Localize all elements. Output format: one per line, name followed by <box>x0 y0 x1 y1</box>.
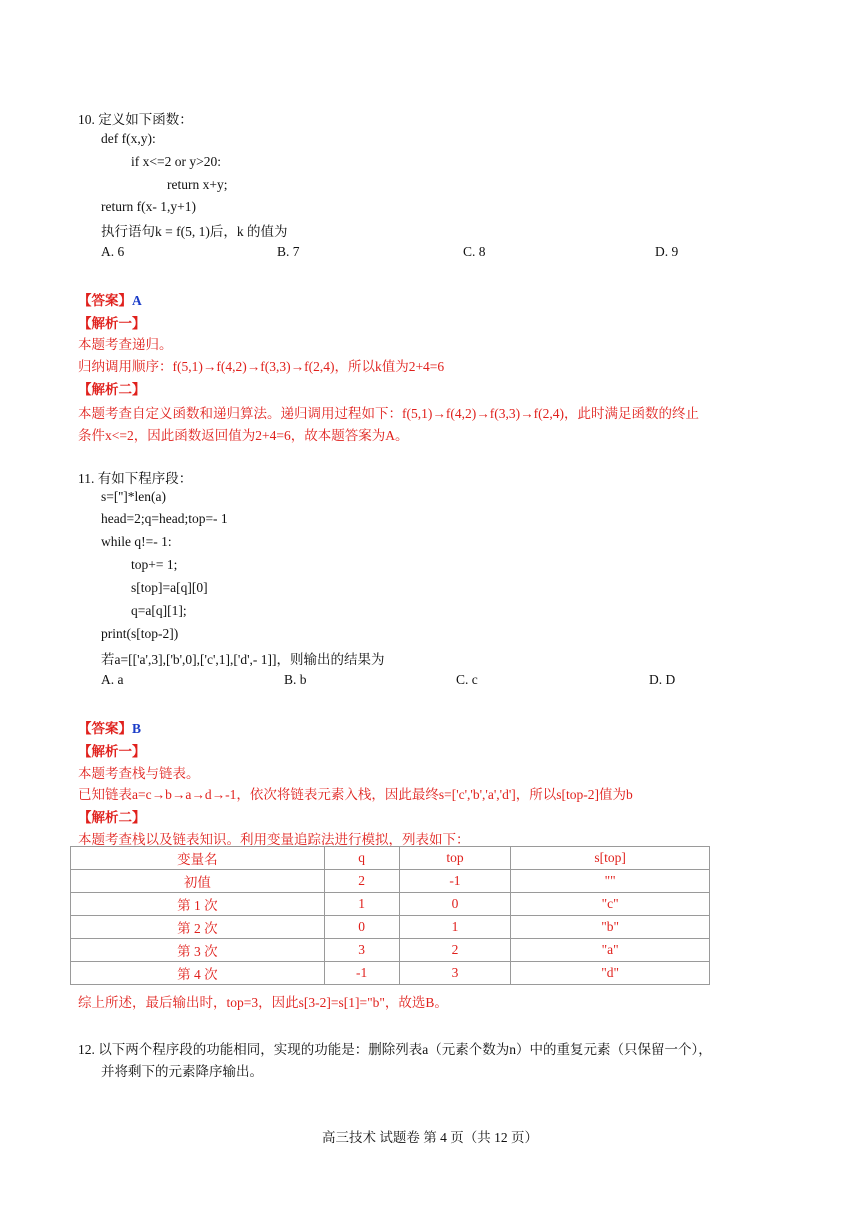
q10-code-line: return x+y; <box>167 177 228 192</box>
answer-value: B <box>132 721 142 736</box>
q11-analysis1-tag: 【解析一】 <box>78 744 146 759</box>
q10-code-line: return f(x- 1,y+1) <box>101 199 196 214</box>
q11-answer <box>78 717 141 737</box>
q10-question: 执行语句k = f(5, 1)后，k 的值为 <box>101 224 288 239</box>
q11-code-line: s[top]=a[q][0] <box>131 580 208 595</box>
table-header-row <box>71 847 710 870</box>
q11-analysis2-tag: 【解析二】 <box>78 810 146 825</box>
q12-line2: 并将剩下的元素降序输出。 <box>101 1064 263 1079</box>
table-cell: 2 <box>324 870 399 893</box>
table-row <box>71 893 710 916</box>
q10-analysis2-line: 条件x<=2，因此函数返回值为2+4=6，故本题答案为A。 <box>78 428 409 443</box>
q11-option-a: A. a <box>101 672 124 687</box>
table-cell: 0 <box>399 893 511 916</box>
table-cell: "b" <box>511 916 710 939</box>
table-cell: 3 <box>324 939 399 962</box>
q11-conclusion: 综上所述，最后输出时，top=3，因此s[3-2]=s[1]="b"，故选B。 <box>78 995 448 1010</box>
q11-code-line: head=2;q=head;top=- 1 <box>101 511 228 526</box>
q10-analysis2-tag: 【解析二】 <box>78 382 146 397</box>
q10-title: 10. 定义如下函数： <box>78 112 193 127</box>
q11-code-line: s=['']*len(a) <box>101 489 166 504</box>
answer-value: A <box>132 293 142 308</box>
q10-analysis1-tag: 【解析一】 <box>78 316 146 331</box>
q11-analysis2-intro: 本题考查栈以及链表知识。利用变量追踪法进行模拟，列表如下： <box>78 832 470 847</box>
table-cell: 第 4 次 <box>71 962 325 985</box>
q10-code-line: def f(x,y): <box>101 131 156 146</box>
q11-analysis1-line: 本题考查栈与链表。 <box>78 766 200 781</box>
table-cell: 初值 <box>71 870 325 893</box>
table-cell: 1 <box>399 916 511 939</box>
q11-title: 11. 有如下程序段： <box>78 471 193 486</box>
q11-option-c: C. c <box>456 672 478 687</box>
table-cell: 3 <box>399 962 511 985</box>
q11-code-line: top+= 1; <box>131 557 178 572</box>
q10-option-c: C. 8 <box>463 244 486 259</box>
q11-question: 若a=[['a',3],['b',0],['c',1],['d',- 1]]，则输出的结果为 <box>101 652 385 667</box>
q11-option-d: D. D <box>649 672 676 687</box>
q10-answer <box>78 289 142 309</box>
table-cell: "c" <box>511 893 710 916</box>
table-cell: 第 1 次 <box>71 893 325 916</box>
q11-code-line: q=a[q][1]; <box>131 603 187 618</box>
q10-analysis2-line: 本题考查自定义函数和递归算法。递归调用过程如下：f(5,1)→f(4,2)→f(3,3)→f(2,4)，此时满足函数的终止 <box>78 406 699 421</box>
table-cell: -1 <box>324 962 399 985</box>
answer-tag: 【答案】 <box>78 721 132 736</box>
q10-option-d: D. 9 <box>655 244 679 259</box>
table-cell: 第 3 次 <box>71 939 325 962</box>
table-row <box>71 962 710 985</box>
table-cell: 0 <box>324 916 399 939</box>
table-header-cell: s[top] <box>511 847 710 870</box>
q11-code-line: print(s[top-2]) <box>101 626 179 641</box>
variable-trace-table <box>70 846 710 985</box>
q11-option-b: B. b <box>284 672 307 687</box>
table-header-cell: q <box>324 847 399 870</box>
table-row <box>71 916 710 939</box>
q10-option-a: A. 6 <box>101 244 125 259</box>
page-footer: 高三技术 试题卷 第 4 页（共 12 页） <box>322 1130 538 1145</box>
table-cell: 2 <box>399 939 511 962</box>
table-cell: "" <box>511 870 710 893</box>
table-header-cell: top <box>399 847 511 870</box>
q12-line1: 12. 以下两个程序段的功能相同，实现的功能是：删除列表a（元素个数为n）中的重复元素（只保留一个）， <box>78 1042 712 1057</box>
table-cell: -1 <box>399 870 511 893</box>
q10-analysis1-line: 本题考查递归。 <box>78 337 173 352</box>
table-header-cell: 变量名 <box>71 847 325 870</box>
table-cell: "d" <box>511 962 710 985</box>
q11-analysis1-line: 已知链表a=c→b→a→d→-1，依次将链表元素入栈，因此最终s=['c','b','a','d']，所以s[top-2]值为b <box>78 787 633 802</box>
q10-option-b: B. 7 <box>277 244 300 259</box>
table-row <box>71 870 710 893</box>
q10-code-line: if x<=2 or y>20: <box>131 154 221 169</box>
table-cell: 1 <box>324 893 399 916</box>
q10-analysis1-line: 归纳调用顺序：f(5,1)→f(4,2)→f(3,3)→f(2,4)，所以k值为2+4=6 <box>78 359 445 374</box>
table-cell: "a" <box>511 939 710 962</box>
table-row <box>71 939 710 962</box>
q11-code-line: while q!=- 1: <box>101 534 172 549</box>
answer-tag: 【答案】 <box>78 293 132 308</box>
table-cell: 第 2 次 <box>71 916 325 939</box>
